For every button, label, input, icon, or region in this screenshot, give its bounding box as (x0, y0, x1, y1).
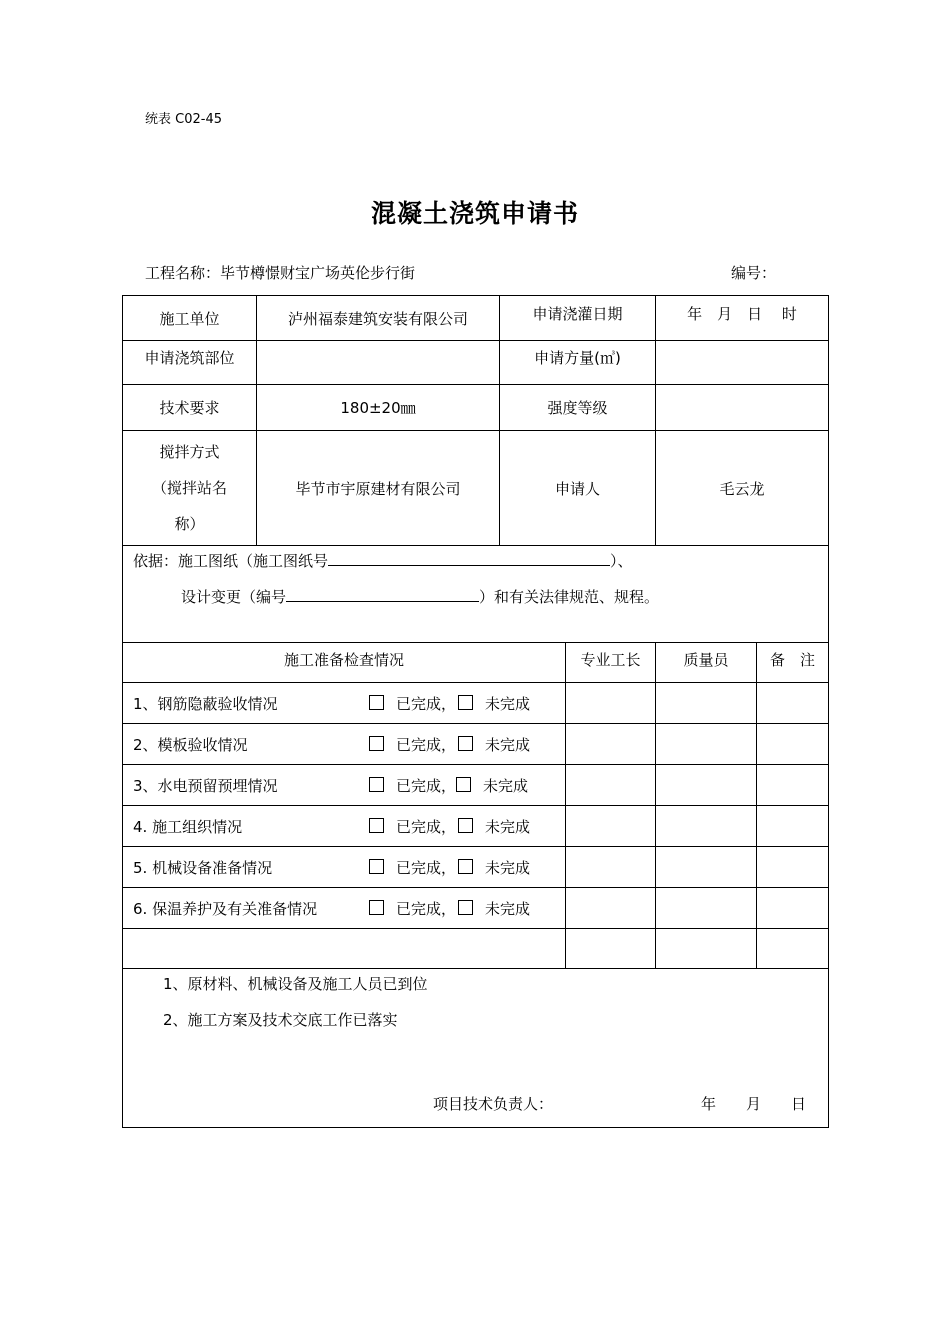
foreman-cell[interactable] (566, 724, 656, 765)
mixing-method-label-line3: 称） (174, 515, 205, 533)
check-item-label: 5. 机械设备准备情况 (133, 858, 273, 877)
undone-label: 未完成 (483, 776, 529, 795)
basis-line-drawings (133, 550, 633, 571)
mixing-method-label-line2: （搅拌站名 (151, 479, 227, 497)
remark-cell[interactable] (757, 847, 829, 888)
done-checkbox[interactable] (369, 859, 384, 874)
qc-cell[interactable] (656, 929, 757, 969)
check-header-label: 施工准备检查情况 (123, 643, 566, 683)
remark-cell[interactable] (757, 765, 829, 806)
undone-label: 未完成 (485, 858, 531, 877)
mixing-station-value: 毕节市宇原建材有限公司 (257, 431, 500, 546)
mixing-method-label (123, 431, 257, 546)
check-item-label: 4. 施工组织情况 (133, 817, 243, 836)
note-line-2: 2、施工方案及技术交底工作已落实 (163, 1011, 398, 1029)
construction-unit-label: 施工单位 (123, 296, 257, 341)
form-number: 统表 C02-45 (145, 112, 222, 127)
foreman-cell[interactable] (566, 765, 656, 806)
undone-label: 未完成 (485, 899, 531, 918)
undone-label: 未完成 (485, 817, 531, 836)
applicant-label: 申请人 (500, 431, 656, 546)
undone-checkbox[interactable] (458, 695, 473, 710)
foreman-cell[interactable] (566, 929, 656, 969)
qc-cell[interactable] (656, 765, 757, 806)
remark-cell[interactable] (757, 724, 829, 765)
basis-line-changes (181, 586, 659, 607)
check-item-label: 6. 保温养护及有关准备情况 (133, 899, 318, 918)
done-checkbox[interactable] (369, 736, 384, 751)
check-row (123, 724, 566, 765)
check-item-label: 3、水电预留预埋情况 (133, 776, 278, 795)
foreman-cell[interactable] (566, 806, 656, 847)
remark-cell[interactable] (757, 806, 829, 847)
serial-number-label: 编号： (731, 264, 777, 282)
done-checkbox[interactable] (369, 900, 384, 915)
project-name: 工程名称：毕节樽憬财宝广场英伦步行街 (145, 264, 416, 282)
check-row (123, 806, 566, 847)
foreman-cell[interactable] (566, 888, 656, 929)
mixing-method-label-line1: 搅拌方式 (159, 443, 220, 461)
done-label: 已完成， (396, 858, 457, 877)
qc-header: 质量员 (656, 643, 757, 683)
strength-grade-value[interactable] (656, 385, 829, 431)
technical-requirement-value: 180±20㎜ (257, 385, 500, 431)
undone-checkbox[interactable] (458, 736, 473, 751)
undone-label: 未完成 (485, 735, 531, 754)
change-number-blank[interactable] (286, 586, 479, 602)
pour-date-value: 年 月 日 时 (656, 296, 829, 341)
basis-changes-suffix: ）和有关法律规范、规程。 (479, 588, 660, 606)
foreman-cell[interactable] (566, 847, 656, 888)
done-checkbox[interactable] (369, 695, 384, 710)
done-checkbox[interactable] (369, 777, 384, 792)
technical-requirement-label: 技术要求 (123, 385, 257, 431)
qc-cell[interactable] (656, 683, 757, 724)
qc-cell[interactable] (656, 888, 757, 929)
undone-label: 未完成 (485, 694, 531, 713)
done-checkbox[interactable] (369, 818, 384, 833)
blank-row-cell[interactable] (123, 929, 566, 969)
done-label: 已完成， (396, 899, 457, 918)
applicant-value: 毛云龙 (656, 431, 829, 546)
notes-section (123, 969, 829, 1128)
remark-cell[interactable] (757, 888, 829, 929)
pour-location-value[interactable] (257, 341, 500, 385)
undone-checkbox[interactable] (458, 859, 473, 874)
qc-cell[interactable] (656, 806, 757, 847)
check-item-label: 1、钢筋隐蔽验收情况 (133, 694, 278, 713)
done-label: 已完成， (396, 735, 457, 754)
basis-drawings-prefix: 依据：施工图纸（施工图纸号 (133, 552, 329, 570)
page-title: 混凝土浇筑申请书 (370, 199, 579, 228)
volume-value[interactable] (656, 341, 829, 385)
qc-cell[interactable] (656, 847, 757, 888)
volume-label: 申请方量(㎥) (500, 341, 656, 385)
technical-lead-signature-label: 项目技术负责人： (433, 1095, 554, 1113)
drawing-number-blank[interactable] (328, 550, 610, 566)
undone-checkbox[interactable] (458, 900, 473, 915)
signature-date: 年 月 日 (701, 1095, 807, 1113)
strength-grade-label: 强度等级 (500, 385, 656, 431)
undone-checkbox[interactable] (458, 818, 473, 833)
check-row (123, 888, 566, 929)
pour-location-label: 申请浇筑部位 (123, 341, 257, 385)
undone-checkbox[interactable] (456, 777, 471, 792)
done-label: 已完成， (396, 694, 457, 713)
remark-cell[interactable] (757, 929, 829, 969)
foreman-header: 专业工长 (566, 643, 656, 683)
note-line-1: 1、原材料、机械设备及施工人员已到位 (163, 975, 428, 993)
construction-unit-value: 泸州福泰建筑安装有限公司 (257, 296, 500, 341)
check-row (123, 683, 566, 724)
foreman-cell[interactable] (566, 683, 656, 724)
done-label: 已完成， (396, 817, 457, 836)
check-row (123, 847, 566, 888)
remark-cell[interactable] (757, 683, 829, 724)
application-form-table (122, 295, 829, 1128)
done-label: 已完成， (396, 776, 457, 795)
qc-cell[interactable] (656, 724, 757, 765)
basis-changes-prefix: 设计变更（编号 (181, 588, 287, 606)
check-row (123, 765, 566, 806)
basis-section (123, 546, 829, 643)
check-item-label: 2、模板验收情况 (133, 735, 248, 754)
pour-date-label: 申请浇灌日期 (500, 296, 656, 341)
remark-header: 备 注 (757, 643, 829, 683)
basis-drawings-suffix: ）、 (610, 552, 633, 570)
